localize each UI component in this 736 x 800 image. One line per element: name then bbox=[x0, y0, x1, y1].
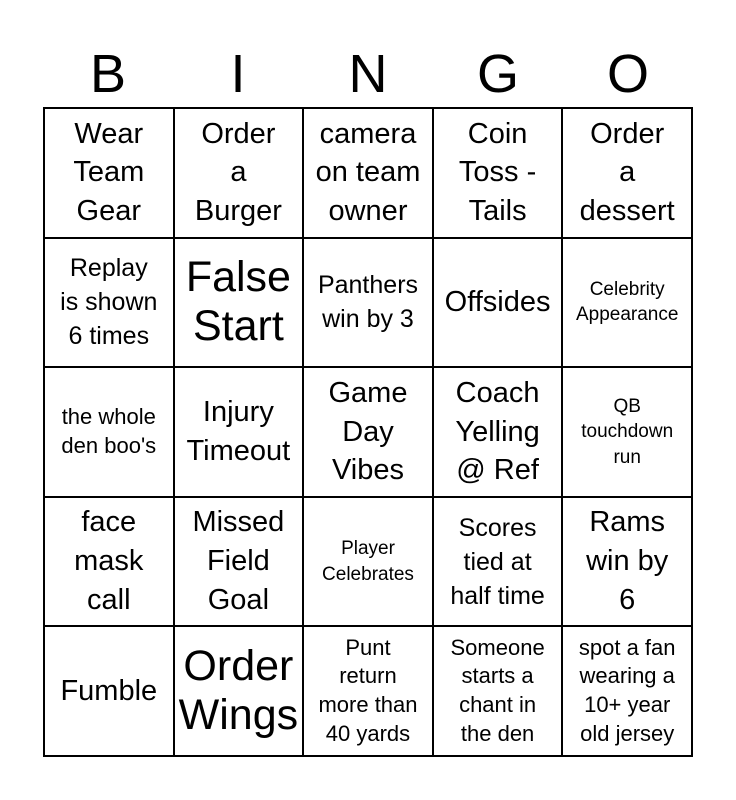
bingo-cell[interactable] bbox=[174, 108, 304, 238]
bingo-cell[interactable] bbox=[44, 626, 174, 756]
header-letter-o: O bbox=[606, 44, 649, 104]
bingo-cell[interactable] bbox=[303, 238, 433, 368]
bingo-cell-text: Offsides bbox=[444, 285, 551, 318]
bingo-cell[interactable] bbox=[433, 626, 563, 756]
bingo-cell[interactable] bbox=[433, 108, 563, 238]
bingo-cell[interactable] bbox=[433, 497, 563, 627]
bingo-cell[interactable] bbox=[303, 108, 433, 238]
bingo-cell-text: QB touchdown run bbox=[581, 395, 674, 468]
bingo-cell-text: the whole den boo's bbox=[61, 404, 157, 458]
bingo-cell-text: Celebrity Appearance bbox=[575, 278, 679, 326]
bingo-cell[interactable] bbox=[44, 497, 174, 627]
bingo-cell[interactable] bbox=[433, 238, 563, 368]
bingo-cell[interactable] bbox=[303, 626, 433, 756]
bingo-cell[interactable] bbox=[174, 626, 304, 756]
bingo-cell-text: Player Celebrates bbox=[322, 538, 414, 585]
bingo-cell[interactable] bbox=[44, 108, 174, 238]
bingo-cell[interactable] bbox=[174, 238, 304, 368]
bingo-cell-text: Scores tied at half time bbox=[450, 513, 545, 610]
bingo-cell-text: Order a dessert bbox=[579, 117, 675, 228]
bingo-cell-text: Coach Yelling @ Ref bbox=[455, 376, 540, 487]
bingo-cell[interactable] bbox=[303, 497, 433, 627]
bingo-cell[interactable] bbox=[44, 367, 174, 497]
bingo-cell-text: False Start bbox=[185, 252, 291, 351]
bingo-cell[interactable] bbox=[433, 367, 563, 497]
bingo-cell-text: Order Wings bbox=[178, 641, 299, 740]
bingo-cell-text: Rams win by 6 bbox=[586, 506, 669, 617]
bingo-cell-text: Game Day Vibes bbox=[328, 376, 408, 487]
bingo-cell-text: Injury Timeout bbox=[186, 396, 291, 467]
bingo-cell[interactable] bbox=[562, 626, 692, 756]
bingo-cell-text: Coin Toss - Tails bbox=[458, 117, 537, 228]
bingo-cell-text: spot a fan wearing a 10+ year old jersey bbox=[578, 634, 676, 746]
bingo-cell-text: Missed Field Goal bbox=[192, 506, 285, 617]
bingo-cell[interactable] bbox=[174, 367, 304, 497]
bingo-cell[interactable] bbox=[562, 497, 692, 627]
bingo-header bbox=[43, 40, 693, 108]
bingo-cell[interactable] bbox=[174, 497, 304, 627]
bingo-cell-text: Replay is shown 6 times bbox=[60, 254, 158, 351]
bingo-cell[interactable] bbox=[44, 238, 174, 368]
bingo-cell[interactable] bbox=[562, 367, 692, 497]
bingo-cell-text: camera on team owner bbox=[315, 117, 421, 228]
bingo-cell-text: Fumble bbox=[60, 674, 158, 707]
bingo-board bbox=[43, 107, 693, 757]
bingo-cell-text: face mask call bbox=[74, 506, 144, 617]
header-letter-n: N bbox=[348, 44, 388, 104]
header-letter-g: G bbox=[476, 44, 519, 104]
bingo-cell[interactable] bbox=[562, 238, 692, 368]
header-letter-b: B bbox=[89, 44, 127, 104]
bingo-cell[interactable] bbox=[562, 108, 692, 238]
bingo-cell[interactable] bbox=[303, 367, 433, 497]
bingo-cell-text: Someone starts a chant in the den bbox=[450, 634, 545, 746]
header-letter-i: I bbox=[230, 44, 246, 104]
bingo-cell-text: Panthers win by 3 bbox=[317, 271, 419, 334]
bingo-cell-text: Punt return more than 40 yards bbox=[318, 634, 418, 746]
bingo-cell-text: Order a Burger bbox=[194, 117, 282, 228]
bingo-cell-text: Wear Team Gear bbox=[73, 117, 145, 228]
